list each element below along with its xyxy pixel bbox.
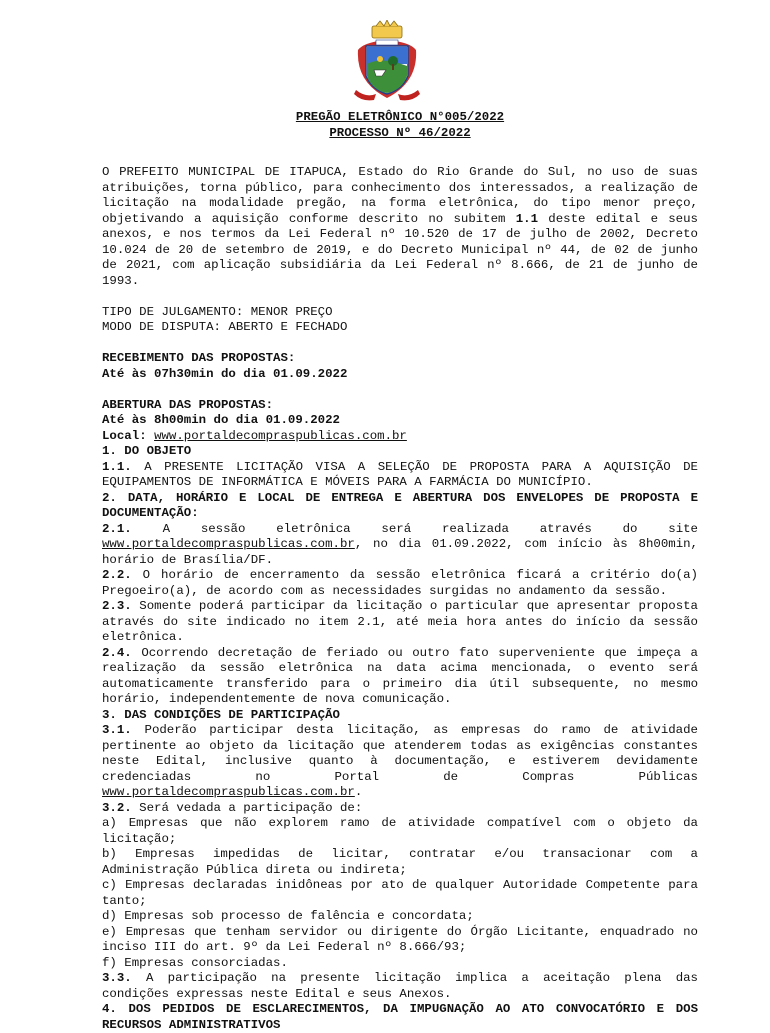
intro-paragraph — [102, 165, 698, 289]
modo-disputa: MODO DE DISPUTA: ABERTO E FECHADO — [102, 320, 348, 334]
item-number: 2.3. — [102, 599, 132, 613]
item-number: 3.3. — [102, 971, 132, 985]
intro-text-c: deste edital e seus anexos, e nos termos da Lei Federal nº 10.520 de 17 de julho de 2002, Decreto 10.024 de 20 de setembro de 2019, e do Decreto Municipal nº 44, de 02 de junho de 2021, com aplicação subsidiária da Lei Federal nº 8.666, de 21 de junho de 1993. — [102, 211, 698, 288]
list-item-f: f) Empresas consorciadas. — [102, 955, 288, 970]
intro-subitem-ref: 1.1 — [515, 211, 539, 226]
intro-text-a: O PREFEITO MUNICIPAL DE ITAPUCA, Estado do Rio Grande do Sul, no uso de suas atribuições, torna público, para conhecimento dos interessados, a realização de licitação na modalidade pregão, na forma eletrônica, do tipo menor preço, objetivando a aquisição conforme descrito no subitem — [102, 165, 698, 226]
section-3-title: 3. DAS CONDIÇÕES DE PARTICIPAÇÃO — [102, 707, 340, 722]
item-text: O horário de encerramento da sessão eletrônica ficará a critério do(a) Pregoeiro(a), de acordo com as necessidades surgidas no andamento da sessão. — [102, 568, 698, 598]
list-item-c: c) Empresas declaradas inidôneas por ato de qualquer Autoridade Competente para tanto; — [102, 878, 698, 908]
item-text: A participação na presente licitação implica a aceitação plena das condições expressas neste Edital e seus Anexos. — [102, 971, 698, 1001]
item-3-3 — [102, 971, 698, 1002]
list-item-e: e) Empresas que tenham servidor ou dirigente do Órgão Licitante, enquadrado no inciso III do art. 9º da Lei Federal nº 8.666/93; — [102, 924, 698, 954]
item-3-1 — [102, 723, 698, 785]
abertura-local — [102, 429, 698, 445]
item-3-1-url — [102, 785, 698, 801]
portal-link[interactable]: www.portaldecompraspublicas.com.br — [102, 537, 355, 551]
abertura-title: ABERTURA DAS PROPOSTAS: — [102, 397, 274, 412]
item-3-2 — [102, 801, 698, 817]
document-header — [102, 110, 698, 141]
portal-link[interactable]: www.portaldecompraspublicas.com.br — [154, 428, 407, 443]
list-item-a: a) Empresas que não explorem ramo de atividade compatível com o objeto da licitação; — [102, 816, 698, 846]
item-text: Será vedada a participação de: — [131, 800, 363, 815]
recebimento-title: RECEBIMENTO DAS PROPOSTAS: — [102, 351, 296, 365]
item-number: 1.1. — [102, 459, 132, 474]
item-text: A PRESENTE LICITAÇÃO VISA A SELEÇÃO DE PROPOSTA PARA A AQUISIÇÃO DE EQUIPAMENTOS DE INFORMÁTICA E MÓVEIS PARA A FARMÁCIA DO MUNICÍPIO. — [102, 459, 698, 489]
item-text: A sessão eletrônica será realizada através do site — [131, 521, 698, 536]
item-2-1-line1 — [102, 522, 698, 538]
section-4-title: 4. DOS PEDIDOS DE ESCLARECIMENTOS, DA IMPUGNAÇÃO AO ATO CONVOCATÓRIO E DOS RECURSOS ADMINISTRATIVOS — [102, 1002, 698, 1032]
item-2-4 — [102, 646, 698, 708]
title-pregao: PREGÃO ELETRÔNICO N°005/2022 — [295, 110, 505, 124]
abertura-date: Até às 8h00min do dia 01.09.2022 — [102, 413, 340, 427]
tipo-julgamento: TIPO DE JULGAMENTO: MENOR PREÇO — [102, 304, 333, 319]
item-number: 3.1. — [102, 723, 132, 737]
item-text: , no dia 01.09.2022, com início às 8h00min, horário de Brasília/DF. — [102, 537, 698, 567]
section-2-title: 2. DATA, HORÁRIO E LOCAL DE ENTREGA E ABERTURA DOS ENVELOPES DE PROPOSTA E DOCUMENTAÇÃO: — [102, 490, 698, 520]
local-label: Local — [102, 428, 140, 443]
item-2-1-line2 — [102, 537, 698, 568]
item-text: Somente poderá participar da licitação o particular que apresentar proposta através do site indicado no item 2.1, até meia hora antes do início da sessão eletrônica. — [102, 599, 698, 644]
portal-link[interactable]: www.portaldecompraspublicas.com.br — [102, 785, 355, 799]
document-body — [102, 165, 698, 1033]
recebimento-date: Até às 07h30min do dia 01.09.2022 — [102, 366, 348, 381]
item-number: 3.2. — [102, 800, 132, 815]
item-text: Poderão participar desta licitação, as empresas do ramo de atividade pertinente ao objeto da licitação que atenderem todas as exigências constantes neste Edital, inclusive quanto à documentação, e estiverem devidamente credenciadas no Portal de Compras Públicas — [102, 723, 698, 784]
section-1-title: 1. DO OBJETO — [102, 444, 192, 458]
item-2-2 — [102, 568, 698, 599]
item-text: Ocorrendo decretação de feriado ou outro fato superveniente que impeça a realização da sessão eletrônica na data acima mencionada, o evento será automaticamente transferido para o primeiro dia útil subsequente, no mesmo horário, independentemente de nova comunicação. — [102, 645, 698, 706]
item-1-1 — [102, 460, 698, 491]
item-number: 2.1. — [102, 521, 132, 536]
item-text: . — [354, 785, 363, 799]
municipal-crest-logo — [352, 20, 422, 104]
list-item-b: b) Empresas impedidas de licitar, contratar e/ou transacionar com a Administração Pública direta ou indireta; — [102, 847, 698, 877]
item-number: 2.2. — [102, 568, 132, 582]
list-item-d: d) Empresas sob processo de falência e concordata; — [102, 909, 474, 923]
item-2-3 — [102, 599, 698, 646]
item-number: 2.4. — [102, 645, 132, 660]
local-sep: : — [139, 428, 155, 443]
title-processo: PROCESSO Nº 46/2022 — [329, 125, 471, 140]
